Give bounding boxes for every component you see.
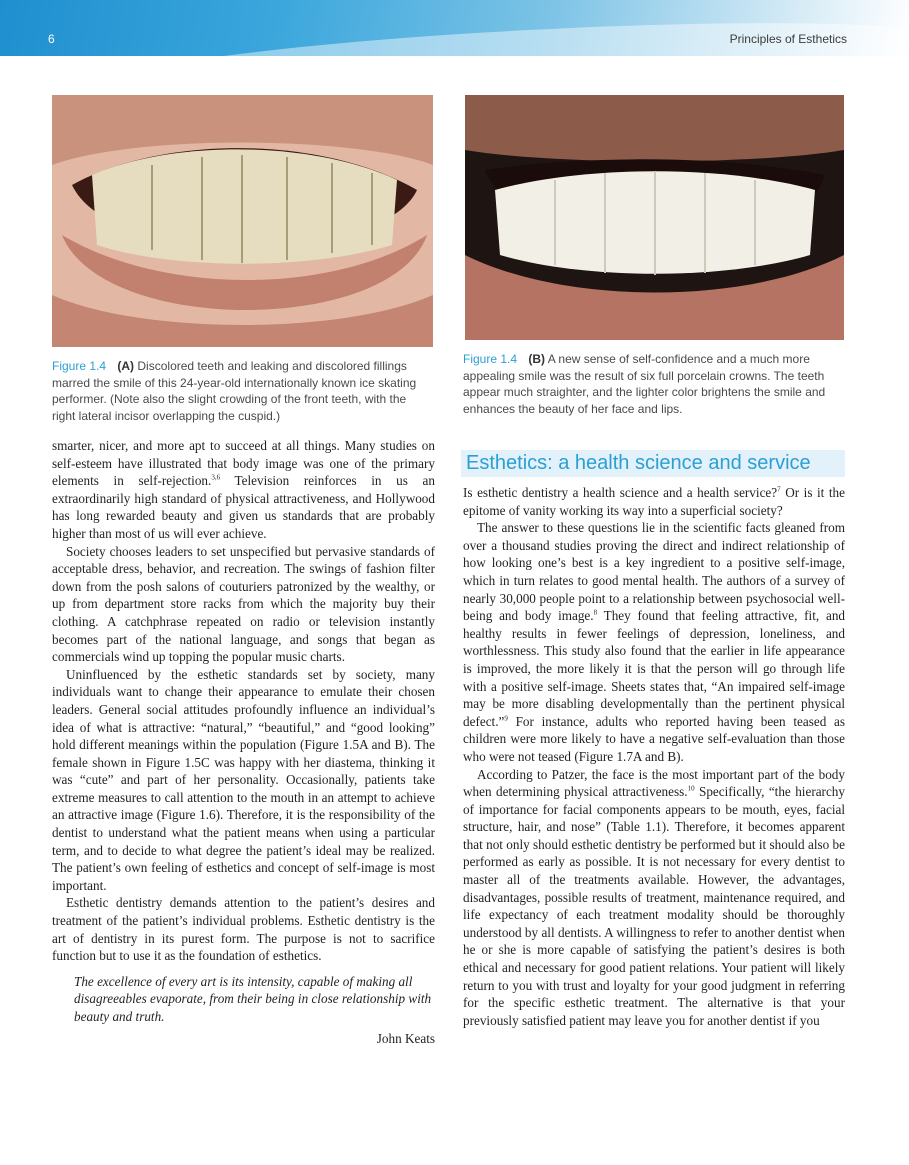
reference-superscript: 3,6 [211, 473, 221, 482]
epigraph-quote: The excellence of every art is its intensity, capable of making all disagreeables evaporate, from their being in close relationship with beauty and truth. [74, 973, 432, 1024]
page-number: 6 [48, 32, 55, 46]
reference-superscript: 10 [687, 784, 695, 793]
paragraph [463, 766, 845, 1030]
text-run: For instance, adults who reported having been teased as children were more likely to have a negative self-evaluation than those who were not teased (Figure 1.7A and B). [463, 713, 845, 764]
running-title: Principles of Esthetics [729, 32, 847, 46]
paragraph [463, 519, 845, 765]
figure-label: Figure 1.4 [52, 359, 107, 373]
right-column [463, 484, 845, 1029]
text-run: Is esthetic dentistry a health science and a health service? [463, 485, 778, 500]
figure-part: (B) [528, 352, 546, 366]
section-heading: Esthetics: a health science and service [461, 450, 845, 477]
paragraph: Society chooses leaders to set unspecified but pervasive standards of acceptable dress, behavior, and recreation. The swings of fashion filter down from the posh salons of couturiers patronized by the wealthy, or up from department store racks from which the majority buy their clothing. A catchphrase repeated on radio or television instantly becomes part of the national language, and songs that began as commercials wind up topping the popular music charts. [52, 543, 435, 665]
reference-superscript: 9 [504, 714, 508, 723]
text-run: The answer to these questions lie in the scientific facts gleaned from over a thousand studies proving the direct and indirect relationship of how looking one’s best is a key ingredient to a positive self-image, which in turn relates to good mental health. The authors of a survey of nearly 30,000 people point to a relationship between psychosocial well-being and body image. [463, 520, 845, 624]
text-run: Or is it the epitome of vanity working its way into a superficial society? [463, 485, 846, 518]
reference-superscript: 7 [777, 485, 781, 494]
text-run: Specifically, “the hierarchy of importance for facial components appears to be mouth, eyes, facial structure, hair, and nose” (Table 1.1). Therefore, it becomes apparent that not only should esthetic dentistry be performed but it should also be performed as early as possible. It is not necessary for every dentist to master all of the treatments available. However, the advantages, disadvantages, possible results of treatment, maintenance required, and life expectancy of each treatment modality should be thoroughly understood by all dentists. A willingness to refer to another dentist when he or she is more capable of satisfying the patient’s desires is both ethical and necessary for good patient relations. Your patient will likely return to you with trust and loyalty for your good judgment in referring for the specific esthetic treatment. The alternative is that your previously satisfied patient may leave you for another dentist if you [463, 784, 845, 1028]
left-column [52, 437, 435, 1047]
text-run: smarter, nicer, and more apt to succeed at all things. Many studies on self-esteem have illustrated that body image was one of the primary elements in self-rejection. [52, 438, 435, 489]
text-run: Television reinforces in us an extraordinarily high standard of physical attractiveness, and Hollywood has long rewarded beauty and given us standards that are probably higher than most of us will ever achieve. [52, 473, 435, 541]
figure-1-4a-photo [52, 95, 433, 347]
paragraph: Uninfluenced by the esthetic standards set by society, many individuals want to change their appearance to emulate their chosen leaders. General social attitudes profoundly influence an individual’s idea of what is attractive: “natural,” “beautiful,” and “good looking” hold different meanings within the population (Figure 1.5A and B). The female shown in Figure 1.5C was happy with her diastema, thinking it was “cute” and part of her personality. Occasionally, patients take extreme measures to call attention to the mouth in an attempt to achieve an attractive image (Figure 1.6). Therefore, it is the responsibility of the dentist to understand what the patient means when using a particular term, and to decide to what degree the patient’s ideal may be realized. The patient’s own feeling of esthetics and concept of self-image is most important. [52, 666, 435, 893]
quote-attribution: John Keats [376, 1030, 435, 1046]
figure-part: (A) [117, 359, 135, 373]
figure-1-4a-caption [52, 358, 432, 424]
caption-text: A new sense of self-confidence and a much more appealing smile was the result of six full porcelain crowns. The teeth appear much straighter, and the lighter color brightens the smile and enhances the beauty of her face and lips. [463, 352, 826, 416]
figure-label: Figure 1.4 [463, 352, 518, 366]
text-run: They found that feeling attractive, fit, and healthy results in fewer feelings of depression, loneliness, and worthlessness. This study also found that the earlier in life appearance is improved, the more likely it is that the person will go through life with a positive self-image. Sheets states that, “An impaired self-image may be more disabling developmentally than the pertinent physical defect.” [463, 608, 846, 729]
paragraph [463, 484, 845, 519]
paragraph: Esthetic dentistry demands attention to the patient’s desires and treatment of the patient’s individual problems. Esthetic dentistry is the art of dentistry in its purest form. The purpose is not to sacrifice function but to use it as the foundation of esthetics. [52, 895, 435, 964]
figure-1-4b-caption [463, 351, 845, 417]
paragraph [52, 437, 435, 543]
reference-superscript: 8 [593, 608, 598, 617]
text-run: According to Patzer, the face is the most important part of the body when determining physical attractiveness. [463, 766, 845, 800]
figure-1-4b-photo [465, 95, 844, 340]
header-band [0, 0, 909, 56]
caption-text: Discolored teeth and leaking and discolored fillings marred the smile of this 24-year-old internationally known ice skating performer. (Note also the slight crowding of the front teeth, with the right lateral incisor overlapping the cuspid.) [52, 359, 417, 423]
